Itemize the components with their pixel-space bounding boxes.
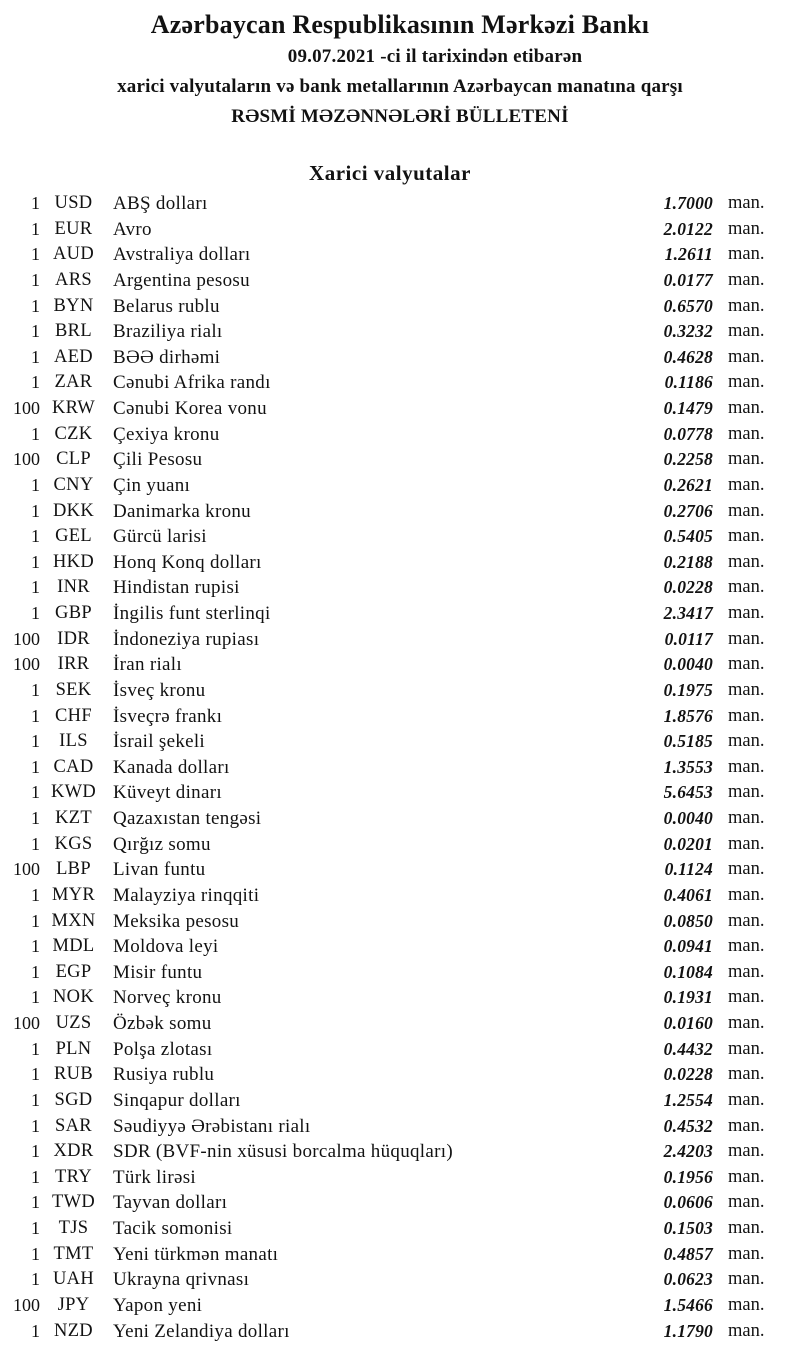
currency-rate: 1.2554	[663, 1089, 713, 1110]
currency-rate: 0.4532	[663, 1115, 713, 1136]
currency-quantity: 1	[31, 346, 40, 367]
currency-name: İngilis funt sterlinqi	[113, 603, 271, 624]
currency-unit: man.	[728, 936, 765, 957]
section-title-foreign-currencies: Xarici valyutalar	[309, 161, 471, 185]
currency-unit: man.	[728, 1013, 765, 1033]
currency-rate: 0.2188	[663, 551, 713, 572]
currency-unit: man.	[728, 654, 765, 675]
currency-quantity: 1	[31, 1038, 40, 1059]
currency-quantity: 1	[31, 1218, 40, 1238]
currency-unit: man.	[728, 423, 765, 444]
currency-rate: 0.0201	[663, 833, 713, 854]
currency-name: Yapon yeni	[113, 1294, 203, 1316]
currency-rate: 0.0941	[663, 936, 713, 957]
currency-unit: man.	[728, 1038, 765, 1059]
currency-unit: man.	[728, 859, 765, 880]
currency-unit: man.	[728, 603, 765, 623]
currency-unit: man.	[728, 500, 765, 521]
currency-rate: 0.0228	[663, 577, 713, 598]
currency-row	[0, 294, 800, 320]
currency-row	[0, 627, 800, 653]
currency-rate: 2.0122	[663, 218, 713, 239]
currency-unit: man.	[728, 218, 765, 239]
currency-unit: man.	[728, 346, 765, 367]
currency-quantity: 1	[31, 500, 40, 521]
currency-unit: man.	[728, 1218, 765, 1238]
currency-quantity: 1	[31, 269, 40, 290]
currency-unit: man.	[728, 1294, 765, 1315]
currency-code: USD	[54, 193, 93, 213]
currency-unit: man.	[728, 1115, 765, 1136]
currency-quantity: 1	[31, 936, 40, 957]
currency-row	[0, 217, 800, 243]
currency-code: INR	[57, 577, 90, 598]
currency-name: Honq Konq dolları	[113, 551, 262, 573]
currency-quantity: 1	[31, 321, 40, 342]
document-header	[0, 8, 800, 132]
currency-quantity: 100	[13, 654, 40, 675]
currency-code: PLN	[55, 1038, 92, 1059]
currency-row	[0, 1114, 800, 1140]
currency-code: SGD	[54, 1089, 93, 1110]
currency-name: ABŞ dolları	[113, 193, 208, 214]
currency-code: JPY	[57, 1294, 90, 1315]
currency-rate: 0.2621	[663, 474, 713, 495]
currency-rate: 0.0778	[663, 423, 713, 444]
currency-unit: man.	[728, 782, 765, 803]
currency-row	[0, 499, 800, 525]
currency-quantity: 1	[31, 679, 40, 700]
currency-rate: 0.0117	[664, 628, 713, 649]
currency-name: Cənubi Afrika randı	[113, 372, 271, 394]
currency-code: TRY	[55, 1166, 92, 1187]
currency-unit: man.	[728, 551, 765, 572]
currency-quantity: 1	[31, 1089, 40, 1110]
currency-row	[0, 345, 800, 371]
currency-quantity: 100	[13, 449, 40, 470]
currency-name: Yeni türkmən manatı	[113, 1243, 279, 1265]
currency-unit: man.	[728, 1064, 765, 1085]
currency-row	[0, 268, 800, 294]
currency-name: Norveç kronu	[113, 987, 222, 1009]
currency-code: CNY	[53, 474, 94, 495]
currency-name: Tayvan dolları	[113, 1192, 228, 1214]
currency-quantity: 1	[31, 218, 40, 239]
currency-row	[0, 601, 800, 627]
bulletin-title: RƏSMİ MƏZƏNNƏLƏRİ BÜLLETENİ	[231, 106, 569, 127]
currency-unit: man.	[728, 1269, 765, 1290]
currency-name: Rusiya rublu	[113, 1064, 215, 1086]
currency-rate-table	[0, 191, 800, 1344]
currency-row	[0, 370, 800, 396]
currency-code: CLP	[56, 449, 91, 470]
currency-name: Çili Pesosu	[113, 449, 203, 471]
currency-row	[0, 678, 800, 704]
currency-quantity: 1	[31, 833, 40, 854]
currency-rate: 0.0040	[663, 654, 713, 675]
currency-code: DKK	[53, 500, 94, 521]
currency-code: LBP	[56, 859, 91, 880]
currency-unit: man.	[728, 474, 765, 495]
currency-unit: man.	[728, 1141, 765, 1162]
currency-rate: 0.0160	[663, 1013, 713, 1033]
currency-row	[0, 1267, 800, 1293]
currency-row	[0, 780, 800, 806]
currency-name: İsveçrə frankı	[113, 705, 223, 727]
currency-name: Səudiyyə Ərəbistanı rialı	[113, 1115, 311, 1137]
currency-rate: 0.1084	[663, 961, 713, 982]
currency-code: BRL	[55, 321, 92, 342]
currency-code: BYN	[53, 295, 94, 316]
currency-rate: 0.5185	[663, 731, 713, 752]
currency-name: İran rialı	[113, 654, 182, 676]
currency-quantity: 1	[31, 244, 40, 265]
currency-quantity: 1	[31, 603, 40, 623]
currency-unit: man.	[728, 987, 765, 1008]
currency-rate: 1.5466	[663, 1294, 713, 1315]
currency-row	[0, 191, 800, 217]
currency-name: Kanada dolları	[113, 756, 230, 778]
currency-row	[0, 755, 800, 781]
currency-rate: 0.1479	[663, 398, 713, 418]
currency-unit: man.	[728, 1192, 765, 1213]
currency-row	[0, 1319, 800, 1345]
currency-row	[0, 1088, 800, 1114]
currency-code: CAD	[53, 756, 94, 777]
currency-row	[0, 960, 800, 986]
currency-unit: man.	[728, 731, 765, 752]
currency-code: KGS	[54, 833, 93, 854]
currency-quantity: 1	[31, 756, 40, 777]
currency-code: SAR	[55, 1115, 92, 1136]
currency-quantity: 1	[31, 782, 40, 803]
currency-unit: man.	[728, 679, 765, 700]
currency-name: Tacik somonisi	[113, 1218, 233, 1239]
currency-code: TMT	[53, 1243, 94, 1264]
currency-name: Gürcü larisi	[113, 526, 207, 548]
currency-rate: 0.2706	[663, 500, 713, 521]
currency-quantity: 1	[31, 705, 40, 726]
currency-code: AED	[54, 346, 93, 367]
currency-row	[0, 1011, 800, 1037]
currency-unit: man.	[728, 705, 765, 726]
currency-unit: man.	[728, 628, 765, 649]
currency-rate: 0.0850	[663, 910, 713, 931]
currency-quantity: 1	[31, 1115, 40, 1136]
currency-quantity: 100	[13, 859, 40, 880]
currency-row	[0, 1242, 800, 1268]
currency-quantity: 1	[31, 808, 40, 828]
currency-name: Çin yuanı	[113, 474, 191, 496]
currency-row	[0, 422, 800, 448]
currency-row	[0, 1139, 800, 1165]
currency-rate: 0.4628	[663, 346, 713, 367]
currency-unit: man.	[728, 884, 765, 905]
currency-name: Livan funtu	[113, 859, 206, 881]
currency-unit: man.	[728, 244, 765, 265]
currency-row	[0, 575, 800, 601]
currency-quantity: 100	[13, 628, 40, 649]
currency-rate: 1.7000	[663, 193, 713, 213]
currency-code: EUR	[54, 218, 93, 239]
currency-row	[0, 857, 800, 883]
currency-unit: man.	[728, 833, 765, 854]
currency-code: MYR	[51, 884, 96, 905]
currency-row	[0, 909, 800, 935]
currency-quantity: 100	[13, 398, 40, 418]
currency-code: KZT	[55, 808, 92, 828]
currency-name: SDR (BVF-nin xüsusi borcalma hüquqları)	[113, 1141, 453, 1163]
currency-code: HKD	[53, 551, 94, 572]
currency-code: MXN	[51, 910, 96, 931]
currency-code: IDR	[57, 628, 90, 649]
currency-name: BƏƏ dirhəmi	[113, 346, 221, 368]
currency-rate: 0.2258	[663, 449, 713, 470]
currency-code: ARS	[55, 269, 92, 290]
currency-code: CHF	[55, 705, 92, 726]
currency-row	[0, 550, 800, 576]
currency-rate: 0.1503	[663, 1218, 713, 1238]
currency-quantity: 1	[31, 295, 40, 316]
currency-rate: 1.8576	[663, 705, 713, 726]
currency-unit: man.	[728, 910, 765, 931]
currency-row	[0, 524, 800, 550]
currency-code: KRW	[51, 398, 96, 418]
currency-rate: 2.3417	[663, 603, 713, 623]
currency-rate: 0.1975	[663, 679, 713, 700]
currency-row	[0, 704, 800, 730]
currency-rate: 0.4061	[663, 884, 713, 905]
currency-rate: 0.5405	[663, 526, 713, 547]
currency-row	[0, 1293, 800, 1319]
currency-quantity: 1	[31, 551, 40, 572]
currency-code: ILS	[59, 731, 88, 752]
currency-quantity: 100	[13, 1013, 40, 1033]
currency-code: EGP	[55, 961, 92, 982]
currency-quantity: 1	[31, 987, 40, 1008]
currency-quantity: 1	[31, 1243, 40, 1264]
currency-row	[0, 396, 800, 422]
currency-code: SEK	[55, 679, 92, 700]
currency-name: Qazaxıstan tengəsi	[113, 808, 262, 829]
currency-name: Braziliya rialı	[113, 321, 223, 343]
currency-row	[0, 1062, 800, 1088]
currency-rate: 0.1124	[664, 859, 713, 880]
currency-unit: man.	[728, 961, 765, 982]
currency-rate: 0.1931	[663, 987, 713, 1008]
currency-unit: man.	[728, 1089, 765, 1110]
currency-rate: 0.4432	[663, 1038, 713, 1059]
currency-rate: 0.0040	[663, 808, 713, 828]
currency-row	[0, 473, 800, 499]
currency-name: Qırğız somu	[113, 833, 211, 855]
currency-name: Moldova leyi	[113, 936, 219, 958]
currency-unit: man.	[728, 449, 765, 470]
currency-row	[0, 1216, 800, 1242]
currency-code: ZAR	[54, 372, 93, 393]
currency-rate: 0.1956	[663, 1166, 713, 1187]
currency-name: Belarus rublu	[113, 295, 220, 317]
currency-unit: man.	[728, 808, 765, 828]
currency-quantity: 1	[31, 884, 40, 905]
currency-row	[0, 1165, 800, 1191]
currency-unit: man.	[728, 1166, 765, 1187]
currency-row	[0, 806, 800, 832]
currency-code: GBP	[55, 603, 92, 623]
currency-row	[0, 934, 800, 960]
currency-row	[0, 985, 800, 1011]
currency-name: Argentina pesosu	[113, 269, 250, 291]
currency-quantity: 1	[31, 1192, 40, 1213]
currency-quantity: 1	[31, 577, 40, 598]
currency-quantity: 1	[31, 1166, 40, 1187]
currency-row	[0, 1190, 800, 1216]
currency-name: Yeni Zelandiya dolları	[113, 1320, 290, 1342]
currency-row	[0, 729, 800, 755]
currency-name: Cənubi Korea vonu	[113, 398, 267, 419]
currency-name: Hindistan rupisi	[113, 577, 240, 599]
currency-name: Ukrayna qrivnası	[113, 1269, 250, 1291]
currency-code: CZK	[54, 423, 93, 444]
currency-unit: man.	[728, 321, 765, 342]
currency-quantity: 1	[31, 193, 40, 213]
currency-rate: 5.6453	[663, 782, 713, 803]
currency-name: Polşa zlotası	[113, 1038, 213, 1060]
currency-name: Özbək somu	[113, 1013, 212, 1034]
currency-quantity: 1	[31, 731, 40, 752]
currency-name: İsveç kronu	[113, 679, 206, 701]
bank-title: Azərbaycan Respublikasının Mərkəzi Bankı	[150, 10, 650, 39]
currency-name: Sinqapur dolları	[113, 1089, 241, 1111]
currency-code: UZS	[55, 1013, 92, 1033]
currency-name: Avstraliya dolları	[113, 244, 251, 266]
currency-row	[0, 652, 800, 678]
currency-rate: 0.0623	[663, 1269, 713, 1290]
currency-unit: man.	[728, 526, 765, 547]
currency-quantity: 1	[31, 1064, 40, 1085]
currency-name: Meksika pesosu	[113, 910, 240, 932]
currency-row	[0, 242, 800, 268]
currency-quantity: 1	[31, 910, 40, 931]
currency-code: RUB	[54, 1064, 93, 1085]
currency-name: İndoneziya rupiası	[113, 628, 260, 650]
currency-unit: man.	[728, 193, 765, 213]
currency-code: TWD	[51, 1192, 96, 1213]
currency-code: MDL	[52, 936, 95, 957]
currency-name: Malayziya rinqqiti	[113, 884, 260, 906]
currency-row	[0, 883, 800, 909]
currency-rate: 0.1186	[664, 372, 713, 393]
currency-code: TJS	[58, 1218, 89, 1238]
currency-name: Türk lirəsi	[113, 1166, 196, 1188]
currency-name: Çexiya kronu	[113, 423, 220, 445]
currency-unit: man.	[728, 1320, 765, 1341]
currency-rate: 0.3232	[663, 321, 713, 342]
currency-unit: man.	[728, 1243, 765, 1264]
currency-name: Danimarka kronu	[113, 500, 251, 522]
currency-unit: man.	[728, 269, 765, 290]
currency-code: AUD	[53, 244, 94, 265]
currency-code: XDR	[53, 1141, 94, 1162]
currency-row	[0, 319, 800, 345]
currency-code: GEL	[55, 526, 92, 547]
currency-quantity: 1	[31, 961, 40, 982]
currency-name: Avro	[113, 218, 152, 240]
currency-unit: man.	[728, 398, 765, 418]
currency-rate: 1.2611	[664, 244, 713, 265]
currency-quantity: 1	[31, 372, 40, 393]
currency-rate: 1.3553	[663, 756, 713, 777]
effective-date-line: 09.07.2021 -ci il tarixindən etibarən	[287, 46, 583, 67]
subtitle-line: xarici valyutaların və bank metallarının Azərbaycan manatına qarşı	[117, 76, 683, 97]
currency-quantity: 100	[13, 1294, 40, 1315]
currency-code: NOK	[53, 987, 94, 1008]
currency-row	[0, 1037, 800, 1063]
currency-rate: 0.0177	[663, 269, 713, 290]
currency-unit: man.	[728, 295, 765, 316]
currency-name: Misir funtu	[113, 961, 203, 983]
currency-rate: 0.0606	[663, 1192, 713, 1213]
currency-rate: 0.6570	[663, 295, 713, 316]
currency-code: KWD	[50, 782, 97, 803]
currency-unit: man.	[728, 372, 765, 393]
currency-rate: 1.1790	[663, 1320, 713, 1341]
currency-quantity: 1	[31, 1141, 40, 1162]
currency-code: NZD	[54, 1320, 93, 1341]
currency-code: UAH	[53, 1269, 94, 1290]
currency-unit: man.	[728, 577, 765, 598]
currency-row	[0, 832, 800, 858]
currency-rate: 0.4857	[663, 1243, 713, 1264]
currency-code: IRR	[57, 654, 90, 675]
currency-rate: 0.0228	[663, 1064, 713, 1085]
currency-row	[0, 447, 800, 473]
currency-quantity: 1	[31, 474, 40, 495]
currency-unit: man.	[728, 756, 765, 777]
currency-quantity: 1	[31, 1320, 40, 1341]
currency-quantity: 1	[31, 423, 40, 444]
currency-name: İsrail şekeli	[113, 731, 206, 753]
currency-rate: 2.4203	[663, 1141, 713, 1162]
currency-name: Küveyt dinarı	[113, 782, 222, 804]
currency-quantity: 1	[31, 526, 40, 547]
currency-quantity: 1	[31, 1269, 40, 1290]
